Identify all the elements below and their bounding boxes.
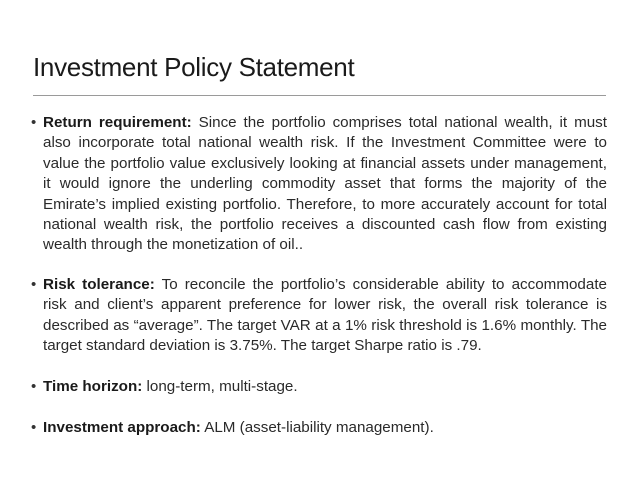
bullet-return-requirement: [33, 113, 607, 256]
bullet-lead: Investment approach:: [43, 418, 201, 436]
bullet-investment-approach: [33, 418, 607, 438]
bullet-lead: Risk tolerance:: [43, 275, 155, 293]
bullet-text: long-term, multi-stage.: [142, 378, 298, 396]
bullet-dot-icon: •: [31, 114, 37, 131]
bullet-time-horizon: [33, 377, 607, 397]
title-divider: [33, 95, 606, 96]
bullet-dot-icon: •: [31, 378, 37, 396]
bullet-list: [33, 113, 607, 438]
bullet-dot-icon: •: [31, 418, 37, 436]
bullet-dot-icon: •: [31, 275, 37, 293]
bullet-lead: Time horizon:: [43, 378, 143, 396]
bullet-text: Since the portfolio comprises total national wealth, it must also incorporate total national wealth risk. If the Investment Committee were to value the portfolio value exclusively looking at financial assets under management, it would ignore the underling commodity asset that forms the majority of the Emirate’s implied existing portfolio. Therefore, to more accurately account for total national wealth risk, the portfolio receives a discounted cash flow from existing wealth through the monetization of oil..: [43, 114, 607, 254]
bullet-lead: Return requirement:: [43, 114, 192, 131]
bullet-text: To reconcile the portfolio’s considerable ability to accommodate risk and client’s apparent preference for lower risk, the overall risk tolerance is described as “average”. The target VAR at a 1% risk threshold is 1.6% monthly. The target standard deviation is 3.75%. The target Sharpe ratio is .79.: [43, 275, 607, 355]
bullet-risk-tolerance: [33, 275, 607, 357]
slide-title: Investment Policy Statement: [33, 52, 355, 82]
bullet-text: ALM (asset-liability management).: [200, 418, 434, 436]
